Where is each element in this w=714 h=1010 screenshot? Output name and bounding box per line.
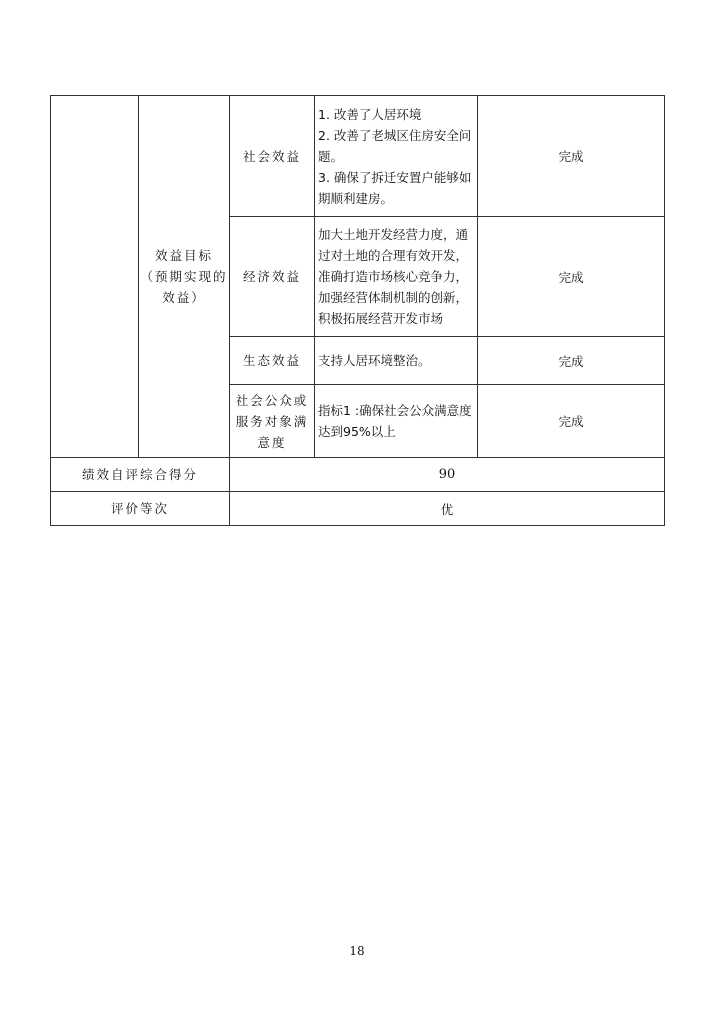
table-row xyxy=(51,458,665,492)
content-satisfaction: 指标1 :确保社会公众满意度达到95%以上 xyxy=(315,385,478,458)
status-satisfaction: 完成 xyxy=(478,385,665,458)
category-social: 社会效益 xyxy=(230,96,315,217)
category-economic: 经济效益 xyxy=(230,217,315,337)
grade-value: 优 xyxy=(230,492,665,526)
content-item: 1. 改善了人居环境 xyxy=(318,106,422,122)
level2-line: 效益） xyxy=(162,290,206,305)
score-value: 90 xyxy=(230,458,665,492)
status-economic: 完成 xyxy=(478,217,665,337)
category-ecological: 生态效益 xyxy=(230,337,315,385)
table-row xyxy=(51,492,665,526)
content-item: 3. 确保了拆迁安置户能够如期顺利建房。 xyxy=(318,169,472,206)
level2-line: 效益目标 xyxy=(154,248,213,263)
page-number: 18 xyxy=(349,944,365,958)
table-row xyxy=(51,96,665,217)
status-social: 完成 xyxy=(478,96,665,217)
level1-cell xyxy=(51,96,139,458)
content-social xyxy=(315,96,478,217)
grade-label: 评价等次 xyxy=(51,492,230,526)
level2-line: （预期实现的 xyxy=(140,269,228,284)
performance-table xyxy=(50,95,665,526)
score-label: 绩效自评综合得分 xyxy=(51,458,230,492)
content-ecological: 支持人居环境整治。 xyxy=(315,337,478,385)
content-economic: 加大土地开发经营力度，通过对土地的合理有效开发，准确打造市场核心竞争力，加强经营体制机制的创新，积极拓展经营开发市场 xyxy=(315,217,478,337)
level2-benefit-target xyxy=(139,96,230,458)
status-ecological: 完成 xyxy=(478,337,665,385)
content-item: 2. 改善了老城区住房安全问题。 xyxy=(318,127,472,164)
category-satisfaction: 社会公众或服务对象满意度 xyxy=(230,385,315,458)
